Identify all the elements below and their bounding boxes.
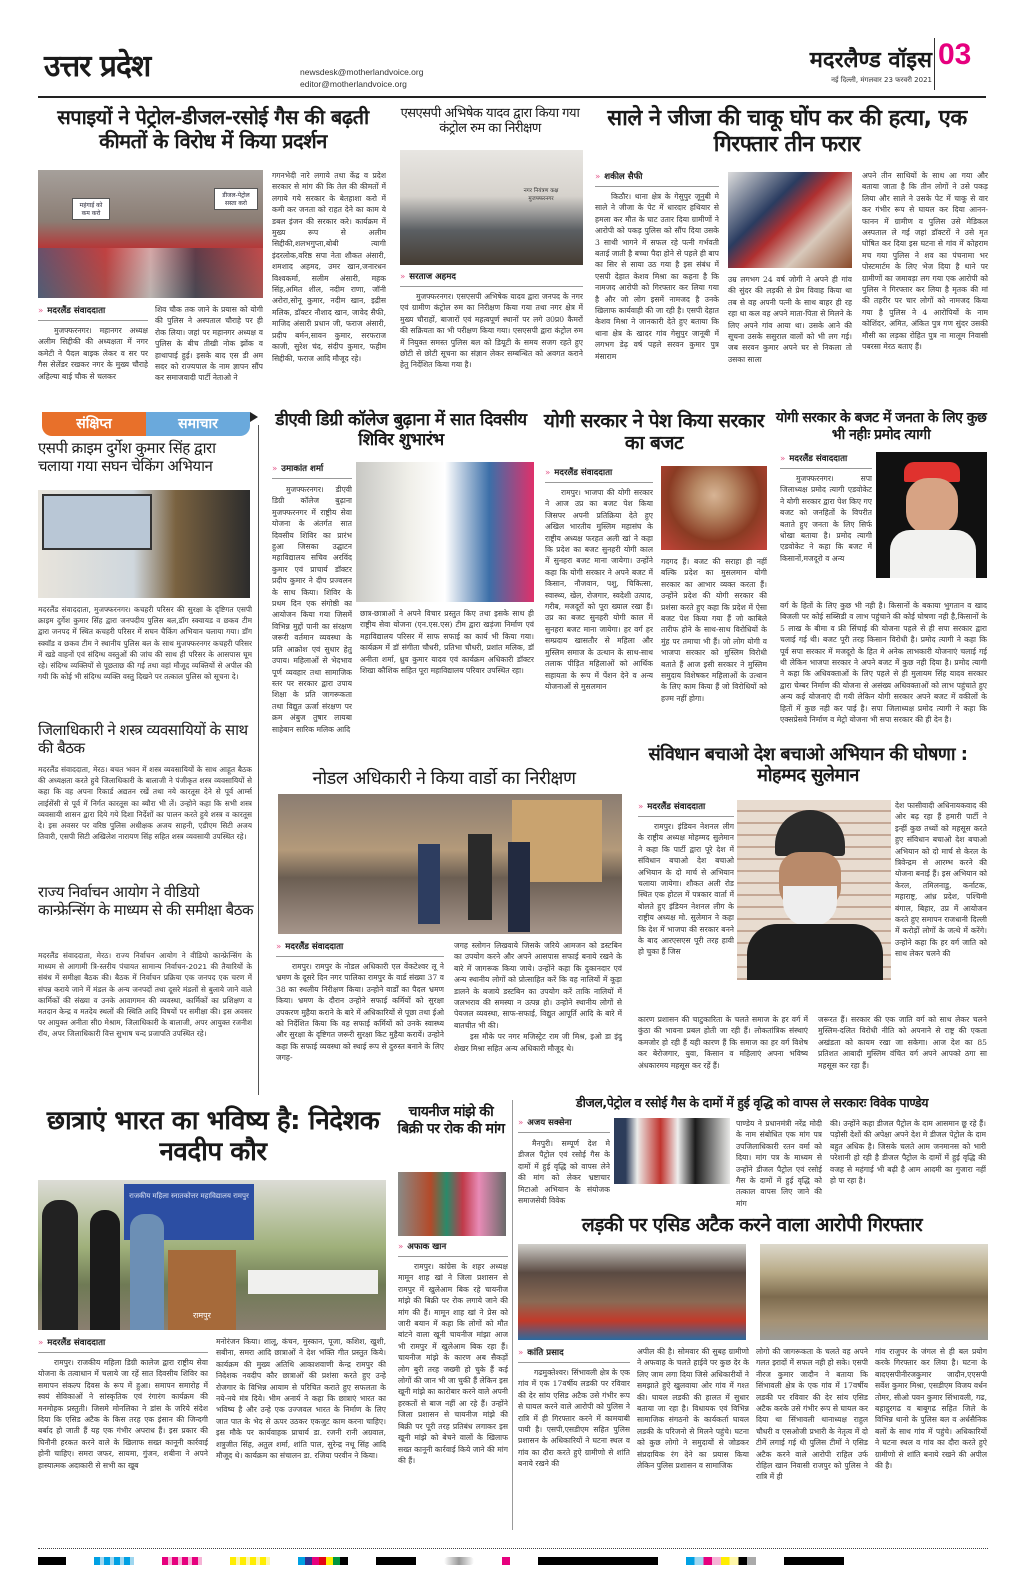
byline-murder: » शकील सैफी — [595, 170, 719, 187]
chevron-icon: » — [398, 1242, 404, 1252]
girls-col1 — [38, 1336, 208, 1471]
reg-cyan — [94, 1557, 134, 1565]
photo-manjha — [398, 1172, 506, 1236]
headline-budget: योगी सरकार ने पेश किया सरकार का बजट — [543, 410, 765, 455]
headline-girls: छात्राएं भारत का भविष्य है: निदेशक नवदीप कौर — [46, 1106, 380, 1167]
reg-yellow — [230, 1557, 270, 1565]
column-rule — [258, 425, 259, 1095]
byline-tyagi: » मदरलैंड संवाददाता — [780, 452, 872, 469]
pandey-body-1: मैनपुरी। सम्पूर्ण देश मे डीजल पैट्रोल एवं रसोई गैस के दामों में हुई वृद्धि को वापस लेने की मांग को लेकर भ्रष्टाचार मिटाओ अभियान के संयोजक समाजसेवी विवेक — [518, 1139, 610, 1206]
section-title: उत्तर प्रदेश — [44, 49, 151, 84]
acid-body-2: अपील की है। सोमवार की सुबह ग्रामीणो ने अफवाह के चलते हाईवे पर कुछ देर के लिए जाम लगा दिया जिसे अधिकारीयों ने समझाते हुऐ खुलवाया ओर गांव में गश्त की। घायल लडकी की हालत में सुधार बताया जा रहा है। विधायक एवं विभिन्न सामाजिक संगठनो के कार्यकर्ता घायल लडकी के परिजनो से मिलने पहुंचे। घटना को कुछ लोगो ने समुदायों से जोडकर संप्रदायिक रंग देने का प्रयास किया लेकिन पुलिस प्रशासन व सामाजिक — [637, 1347, 749, 1471]
girls-body-1: रामपुर। राजकीय महिला डिग्री कालेज द्वारा राष्ट्रीय सेवा योजना के तत्वाधान में चलाये जा रहें सात दिवसीय शिविर का समापन संकल्प दिवस के रूप में हुआ। समापन समारोह में स्वयं सेविकाओं ने सांस्कृतिक एवं रंगारंग कार्यक्रम की मनमोहक प्रस्तुती। जिसमे मोनलिका ने डांस के जरिये संदेश दिया कि एसिड अटैक के किस तरह एक इंसान की जिन्दगी बर्बाद हो जाती हैं यह एक गंभीर अपराध हैं। इस प्रकार की घिनौनी हरकत करने वाले के खिलाफ सख्त कानूनी कार्रवाई होनी चाहिए। समरा जफर, सायमा, गुंजन, शबीना ने अपने हास्यात्मक अदाकारी से सभी का खूब — [38, 1358, 208, 1470]
tyagi-body-2: वर्ग के हितों के लिए कुछ भी नही है। किसानों के बकाया भुगतान व खाद बिजली पर कोई सब्सिडी व लाभ पहुंचाने की कोई घोषणा नही है,किसानों के 5 लाख के बीमा व फ्री सिंचाई की योजना पहले से ही सपा सरकार द्वारा चलाई गई थी। बजट पूरी तरह किसान विरोधी है। प्रमोद त्यागी ने कहा कि पूर्व सपा सरकार में मजदूरो के हित मे अनेक लाभकारी योजनाएं चलाई गई थी लेकिन भाजपा सरकार ने अपने बजट में कुछ नही दिया है। प्रमोद त्यागी ने कहा कि अधिवक्ताओं के लिए पहले से ही मुलायम सिंह यादव सरकार द्वारा चेम्बर निर्माण की योजना से असंख्य अधिवक्ताओं को लाभ पहुंचाते हुए अन्य कई योजनाएं दी गयी लेकिन योगी सरकार अपने बजट में वकीलों के हितों में कुछ नही कर पाई है। सपा जिलाध्यक्ष प्रमोद त्यागी ने कहा कि एक्सप्रेसवे निर्माण व मेट्रो योजना भी सपा सरकार की ही देन है। — [780, 601, 987, 725]
acid-body-4: गांव राजुपर के जंगल से ही बल प्रयोग करके गिरफ्तार कर लिया है। घटना के बादएसपीनीरजकुमार जादौन,एएसपी सर्वेश कुमार मिश्रा, एसडीएम विजय वर्धन तोमर, सीओ पवन कुमार सिंभावली, गढ, बहादुरगढ व बाबूगढ सहित जिले के विभिन्न थानो के पुलिस बल व अर्धसैनिक बलों के साथ गांव में पहुंचे। अधिकारियों ने घटना स्थल व गांव का दौरा करते हुऐ ग्रामीणो से शांति बनाये रखने की अपील की है। — [875, 1347, 987, 1471]
election-body: मदरलैंड संवाददाता, मेरठ। राज्य निर्वाचन आयोग ने वीडियो कान्फ्रेन्सिंग के माध्यम से आगामी त्रि-स्तरीय पंचायत सामान्य निर्वाचन-2021 की तैयारियों के संबंध में समीक्षा बैठक की। बैठक में निर्वाचन प्रक्रिया एक जनपद एक चरण में संपन्न कराये जाने में मंडल के अन्य जनपदों तथा दूसरे मंडलों से बुलाये जाने वाले कार्मिकों की संख्या व उनके आवागमन की व्यवस्था, कार्मिकों का प्रशिक्षण व मतदान केन्द्र व मतदेय स्थलों की स्थिति आदि विषयों पर समीक्षा की। इस अवसर पर आयुक्त अनीता सी0 मेश्राम, जिलाधिकारी के बालाजी, अपर आयुक्त रजनीश रॉय, अपर जिलाधिकारी वित्त सुभाष चन्द प्रजापति उपस्थित रहे। — [38, 951, 252, 1039]
headline-manjha: चायनीज मांझे की बिक्री पर रोक की मांग — [397, 1104, 505, 1137]
checking-body: मदरलैंड संवाददाता, मुजफ्फरनगर। कचहरी परिसर की सुरक्षा के दृष्टिगत एसपी क्राइम दुर्गेश कुमार सिंह द्वारा जनपदीय पुलिस बल,डॉग स्क्वायड व छकव टीम द्वारा जनपद में स्थित कचहरी परिसर में सघन चैकिंग अभियान चलाया गया। डॉग स्क्वॉड व छकव टीम ने स्थानीय पुलिस बल के साथ मुजफ्फरनगर कचहरी परिसर में खडे वाहनों एवं संदिग्ध वस्तुओं की जांच की साथ ही परिसर के आसपास घूम रहे। संदिग्ध व्यक्तियों से पूछताछ की गई तथा वहां मौजूद व्यक्तियों से अपील की गयी कि कोई भी संदिग्ध व्यक्ति वस्तु दिखने पर तत्काल पुलिस को सूचना दे। — [38, 605, 252, 682]
photo-nodal — [278, 794, 622, 934]
byline-acid: » कांति प्रसाद — [518, 1346, 630, 1363]
byline-protest: » मदरलैंड संवाददाता — [38, 304, 148, 321]
photo-acid-1 — [518, 1244, 746, 1340]
headline-nodal: नोडल अधिकारी ने किया वार्डो का निरीक्षण — [312, 768, 576, 789]
nodal-col2 — [454, 940, 622, 1054]
nodal-body-3: इस मौके पर नगर मजिस्ट्रेट राम जी मिश्र, इओ डा इंदु शेखर मिश्रा सहित अन्य अधिकारी मौजूद थे। — [454, 1032, 622, 1053]
protest-body-1: मुजफ्फरनगर। महानगर अध्यक्ष अलीम सिद्दीकी की अध्यक्षता में नगर कमेटी ने पैदल बाइक लेकर व सर पर गैस सेलेंडर रखकर नगर के मुख्य चौराहे अहिल्या बाई चौक से चलकर — [38, 326, 148, 381]
chevron-icon: » — [400, 272, 406, 282]
headline-pandey: डीजल,पेट्रोल व रसोई गैस के दामों में हुई वृद्धि को वापस ले सरकारः विवेक पाण्डेय — [575, 1095, 929, 1110]
placard-1: महंगाई को कम करो — [72, 198, 110, 220]
photo-checking — [38, 490, 250, 598]
byline-pandey: » अजय सक्सेना — [518, 1116, 610, 1133]
dav-col1 — [272, 462, 352, 483]
reg-bar — [376, 1557, 416, 1565]
headline-dav: डीएवी डिग्री कॉलेज बुढ़ाना में सात दिवसीय शिविर शुभारंभ — [275, 410, 527, 451]
byline-manjha: » अफाक खान — [398, 1240, 508, 1257]
tyagi-col1 — [780, 452, 872, 564]
byline-dav: » उमाकांत शर्मा — [272, 462, 352, 479]
chevron-icon: » — [272, 464, 278, 474]
murder-body-2: उम्र लगभग 24 वर्ष जोगी ने अपने ही गांव की सुंदर की लड़की से प्रेम विवाह किया था तब से वह अपनी पत्नी के साथ बाहर ही रह रहा था कल वह अपने माता-पिता से मिलने के लिए अपने गांव आया था। उसके आने की सूचना उसके ससुराल वालों को भी लग गई। जब सरवन कुमार अपने घर से निकला तो उसका साला — [728, 275, 852, 364]
pandey-body-3: की। उन्होंने कहा डीजल पैट्रोल के दाम आसमान छू रहे हैं। पड़ोसी देशों की अपेक्षा अपने देश मे डीजल पेट्रोल के दाम बहुत अधिक है। जिसके चलते आम जनमानस को भारी परेशानी हो रही है डीजल पैट्रोल के दामों में हुई वृद्धि की वजह से महंगाई भी बढ़ी है आम आदमी का गुजारा नहीं हो पा रहा है। — [830, 1119, 986, 1186]
headline-samvidhan: संविधान बचाओ देश बचाओ अभियान की घोषणा : मोहम्मद सुलेमान — [648, 744, 968, 787]
girls-body-2: मनोरंजन किया। शालू, कंचन, मुस्कान, पूजा, कशिश, खुशी, सबीना, समरा आदि छात्राओं ने देश भक्ति गीत प्रस्तुत किये। कार्यक्रम की मुख्य अतिथि आकाशवाणी केन्द्र रामपुर की निदेशक नवदीप कौर छात्राओं की प्रशंसा करते हुए उन्हे रोजगार के विभिन्न आयाम से परिचित कराते हुए सफलता के नये-नये मंत्र दिये। भीम अनार्य ने कहा कि छात्राएं भारत का भविष्य है और उन्हे एक उज्जवल भारत के निर्माण के लिए जात पात के भेद से ऊपर उठकर एकजुट काम करना चाहिए। इस मौके पर कार्यवाहक प्राचार्य डा. रजनी रानी अग्रवाल, शत्रुजीत सिंह, अतुल शर्मा, शांति पाल, सुरेन्द्र नथू सिंह आदि मौजूद थे। कार्यक्रम का संचालन डा. रजिया परवीन ने किया। — [216, 1337, 386, 1461]
column-rule — [512, 1100, 513, 1530]
protest-col1 — [38, 304, 148, 382]
pandey-col1 — [518, 1116, 610, 1137]
byline-budget: » मदरलैंड संवाददाता — [545, 466, 653, 483]
manjha-body: रामपुर। कांग्रेस के शहर अध्यक्ष मामून शाह खां ने जिला प्रशासन से रामपुर में खुलेआम बिक रहे चायनीज मांझे की बिक्री पर रोक लगाये जाने की मांग की हैं। मामून शाह खां ने प्रेस को जारी बयान में कहा कि लोगों को मौत बांटने वाला खूनी चायनीज मांझा आज भी रामपुर में खुलेआम बिक रहा हैं। चायनीज मांझे के कारण अब सैकड़ों लोग बुरी तरह जख्मी हो चुके हैं कई लोगों की जान भी जा चुकी हैं लेकिन इस खूनी मांझे का कारोबार करने वाले अपनी हरकतों से बाज नहीं आ रहे हैं। उन्होंने जिला प्रशासन से चायनीज मांझे की बिक्री पर पूरी तरह प्रतिबंध लगाकर इस खूनी मांझे को बेचने वालों के खिलाफ सख्त कानूनी कार्रवाई किये जाने की मांग की हैं। — [398, 1262, 508, 1465]
headline-arms: जिलाधिकारी ने शस्त्र व्यवसायियों के साथ की बैठक — [38, 721, 248, 757]
headline-election: राज्य निर्वाचन आयोग ने वीडियो कान्फ्रेन्सिंग के माध्यम से की समीक्षा बैठक — [38, 883, 253, 919]
reg-process — [298, 1557, 348, 1565]
samvidhan-body-2: देश फासीवादी अधिनायकवाद की ओर बढ़ रहा हैं हमारी पार्टी ने इन्हीं कुछ तथ्यों को महसूस करते हुए संविधान बचाओ देश बचाओ अभियान को दो मार्च से केरल के त्रिवेन्द्रम से आरम्भ करने की योजना बनाई हैं। इस अभियान को केरल, तमिलनाडु, कर्नाटक, महाराष्ट्र, आंध्र प्रदेश, पश्चिमी बंगाल, बिहार, उप्र में आयोजन करते हुए समापन राजधानी दिल्ली में करोड़ों लोगों के जत्थे में करेंगे। उन्होने कहा कि हर वर्ग जाति को साथ लेकर चलने की — [895, 801, 987, 959]
reg-magenta-sq — [502, 1557, 510, 1565]
nodal-body-2: जगह स्लोगन लिखवाये जिसके जरिये आमजन को डस्टबिन का उपयोग करने और अपने आसपास सफाई बनाये रखने के बारे में जागरूक किया जाये। उन्होंने कहा कि दुकानदार एवं अन्य स्थानीय लोगों को प्रोत्साहित करें कि वह नालियों में कूड़ा डालने के बजाये डस्टबिन का उपयोग करें ताकि नालियों में जलभराव की समस्या न उत्पन्न हो। उन्होने स्थानीय लोगों से पेयजल व्यवस्था, साफ-सफाई, विद्युत आपूर्ति आदि के बारे में बातचीत भी की। — [454, 941, 622, 1030]
photo-tyagi — [876, 452, 987, 578]
headline-acid: लड़की पर एसिड अटैक करने वाला आरोपी गिरफ्तार — [581, 1214, 923, 1236]
byline-girls: » मदरलैंड संवाददाता — [38, 1336, 208, 1353]
photo-pandey — [614, 1118, 730, 1184]
masthead-rule — [38, 96, 986, 98]
control-room-sign: नगर नियंत्रण कक्ष मुजफ्फरनगर — [523, 188, 559, 202]
samvidhan-body-3: कारण प्रशासन की चाटुकारिता के चलते समाज के हर वर्ग में कुंठा की भावना प्रबल होती जा रही हैं। लोकतांत्रिक संस्थाएं कमजोर हो रही हैं यही कारण हैं कि समाज का हर वर्ग विशेष कर बेरोजगार, युवा, किसान व महिलाएं अपना भविष्य अंधकारमय महसूस कर रहें हैं। — [638, 1015, 808, 1070]
headline-checking: एसपी क्राइम दुर्गेश कुमार सिंह द्वारा चलाया गया सघन चेकिंग अभियान — [38, 439, 216, 475]
brief-news-banner — [42, 412, 250, 436]
budget-body-1: रामपुर। भाजपा की योगी सरकार ने आज उप्र का बजट पेश किया जिसपर अपनी प्रतिक्रिया देते हुए अखिल भारतीय मुस्लिम महासंघ के राष्ट्रीय अध्यक्ष फरहत अली खां ने कहा कि प्रदेश का बजट सुनहरी योगी काल में सुनहरा बजट माना जायेगा। उन्होंने कहा कि योगी सरकार ने अपने बजट में किसान, नौजवान, पशु, चिकित्सा, स्वास्थ्य, खेल, रोजगार, स्वदेशी उत्पाद, गरीब, मजदूरों को पूरा ख्याल रखा हैं। उप्र का बजट सुनहरी योगी काल में सुनहरा बजट माना जायेगा। हर वर्ग हर सम्प्रदाय खासतौर से महिला और मुस्लिम समाज के उत्थान के साथ-साथ तलाक पीड़ित महिलाओं को आर्थिक सहायता के रूप में पेंशन देने व अन्य योजनाओं से मुसलमान — [545, 488, 653, 691]
contact-emails — [300, 66, 423, 90]
reg-bar — [38, 1557, 66, 1565]
nodal-col1 — [276, 940, 444, 1064]
ssp-col — [400, 270, 583, 371]
headline-murder: साले ने जीजा की चाकू घोंप कर की हत्या, एक गिरफ्तार तीन फरार — [607, 106, 967, 157]
byline-samvidhan: » मदरलैंड संवाददाता — [638, 800, 734, 817]
headline-protest: सपाइयों ने पेट्रोल-डीजल-रसोई गैस की बढ़ती कीमतों के विरोध में किया प्रदर्शन — [57, 105, 369, 153]
photo-samvidhan — [737, 800, 891, 980]
chevron-icon: » — [780, 454, 786, 464]
chevron-icon: » — [276, 942, 282, 952]
nodal-body-1: रामपुर। रामपुर के नोडल अधिकारी एल वेंकटेश्वर लू ने भ्रमण के दूसरे दिन नगर पालिका रामपुर के वार्ड संख्या 37 व 38 का स्थलीय निरीक्षण किया। उन्होने वार्डों का पैदल भ्रमण किया। भ्रमण के दौरान उन्होने सफाई कर्मियों को सुरक्षा उपकरण मुहैया कराने के बारे में अधिकारियों से पूछा तथा ईओ को निर्देशित किया कि वह सफाई कर्मियों को उनके स्वास्थ्य और सुरक्षा के दृष्टिगत जरूरी सुरक्षा किट मुहैया करायें। उन्होने कहा कि सफाई व्यवस्था को स्थाई रूप से दुरुस्त बनाने के लिए जगह- — [276, 962, 444, 1063]
arms-body: मदरलैंड संवाददाता, मेरठ। बचत भवन में शस्त्र व्यवसायियों के साथ आहूत बैठक की अध्यक्षता करते हुये जिलाधिकारी के बालाजी ने पंजीकृत शस्त्र व्यवसायियों से कहा कि वह अपना रिकार्ड अद्यतन रखें तथा नये कारतूस देने से पूर्व आर्म्स लाईसेंसी से पूर्व में निर्गत कारतूस का ब्यौरा भी लें। उन्होने कहा कि सभी शस्त्र व्यवसायी शासन द्वारा दिये गये दिशा निर्देशों का पालन करते हुये शस्त्र व कारतूस दे। इस अवसर पर वरिष्ठ पुलिस अधीक्षक अजय साहनी, एडीएम सिटी अजय तिवारी, एसपी सिटी अखिलेश नारायण सिंह सहित शस्त्र व्यवसायी उपस्थित रहे। — [38, 765, 252, 842]
chevron-icon: » — [518, 1348, 524, 1358]
reg-gradient — [444, 1557, 474, 1565]
pandey-body-2: पाण्डेय ने प्रधानमंत्री नरेंद्र मोदी के नाम संबोधित एक मांग पत्र उपजिलाधिकारी रतन वर्मा को दिया। मांग पत्र के माध्यम से उन्होंने डीजल पैट्रोल एवं रसोई गैस के दामों में हुई वृद्धि को तत्काल वापस लिए जाने की मांग — [736, 1119, 822, 1208]
dav-body-1: मुजफ्फरनगर। डीएवी डिग्री कॉलेज बुढ़ाना मुजफ्फरनगर में राष्ट्रीय सेवा योजना के अंतर्गत सात दिवसीय शिविर का प्रारंभ हुआ जिसका उद्घाटन महाविद्यालय सचिव अरविंद कुमार एवं प्राचार्य डॉक्टर प्रदीप कुमार ने दीप प्रज्वलन के साथ किया। शिविर के प्रथम दिन एक संगोष्ठी का आयोजन किया गया जिसमें विभिन्न मुद्दों पानी का संरक्षण जरूरी वर्तमान व्यवस्था के प्रति आक्रोश एवं सुधार हेतु उपाय। महिलाओं से भेदभाव पूर्ण व्यवहार तथा सामाजिक स्तर पर सरकार द्वारा उपाय शिक्षा के प्रति जागरूकता तथा विद्युत ऊर्जा संरक्षण पर क्रम अंबुज तुषार लायबा साहेबान सारिक मलिक आदि — [272, 485, 352, 734]
photo-acid-2 — [760, 1244, 988, 1340]
email-editor[interactable]: editor@motherlandvoice.org — [300, 79, 407, 89]
chevron-icon: » — [38, 306, 44, 316]
headline-tyagi: योगी सरकार के बजट में जनता के लिए कुछ भी नहीः प्रमोद त्यागी — [775, 410, 987, 443]
manjha-col — [398, 1240, 508, 1466]
reg-bar — [784, 1557, 844, 1565]
acid-body-3: लोगो की जागरूकता के चलते वह अपने गलत इरादों में सफल नही हो सके। एसपी नीरज कुमार जादौन ने बताया कि सिंभावली क्षेत्र के एक गांव में 17वर्षीय लडकी पर रविवार की देर सांय एसिड अटैक करके उसे गंभीर रूप से घायल कर दिया था सिंभावली थानाध्यक्ष राहुल चौधरी व एसओजी प्रभारी के नेतृत्व में दो टीमें लगाई गई थी पुलिस टीमों ने एसिड अटैक करने वाले आरोपी राहिल उर्फ रोहिल खान निवासी राजपुर को पुलिस ने रात्रि में ही — [756, 1347, 868, 1482]
photo-ssp — [400, 150, 583, 265]
tyagi-body-1: मुजफ्फरनगर। सपा जिलाध्यक्ष प्रमोद त्यागी एडवोकेट ने योगी सरकार द्वारा पेश किए गए बजट को जनहितों के विपरीत बताते हुए जनता के लिए सिर्फ धोखा बताया है। प्रमोद त्यागी एडवोकेट ने कहा कि बजट में किसानों,मजदूरो व अन्य — [780, 474, 872, 563]
murder-col1 — [595, 170, 719, 362]
banner-flag-icon — [250, 412, 258, 422]
masthead-divider — [934, 38, 935, 90]
banner-part2: समाचार — [146, 412, 250, 436]
ssp-body: मुजफ्फरनगर। एसएसपी अभिषेक यादव द्वारा जनपद के नगर एवं ग्रामीण कंट्रोल रुम का निरीक्षण किया गया तथा नगर क्षेत्र में मुख्य चौराहों, बाजारों एवं महत्वपूर्ण स्थानों पर लगे उ0प्र0 कैमरों की सक्रियता का भी परीक्षण किया गया। एसएसपी द्वारा कंट्रोल रुम में नियुक्त समस्त पुलिस बल को डियूटी के समय सजग रहते हुए छोटी से छोटी सूचना का संज्ञान लेकर सम्बन्धित को अवगत कराने हेतु निर्देशित किया गया है। — [400, 292, 583, 370]
dav-body-2: छात्र-छात्राओं ने अपने विचार प्रस्तुत किए तथा इसके साथ ही राष्ट्रीय सेवा योजना (एन.एस.एस) टीम द्वारा खड़ंजा निर्माण एवं महाविद्यालय परिसर में साफ सफाई का कार्य भी किया गया। कार्यक्रम में डॉ संगीता चौधरी, प्रतिभा चौधरी, प्रशांत मलिक, डॉ अनीता शर्मा, ध्रुव कुमार यादव एवं कार्यक्रम अधिकारी डॉक्टर शिखा कौशिक सहित पूरा महाविद्यालय परिवार उपस्थित रहा। — [360, 609, 534, 676]
acid-body-1: गढमुक्तेश्वर। सिंभावली क्षेत्र के एक गांव में एक 17वर्षीय लडकी पर रविवार की देर सांय एसिड अटैक उसे गंभीर रूप से घायल करने वाले आरोपी को पुलिस ने रात्रि में ही गिरफ्तार करने में कामयाबी पायी है। एसपी,एसडीएम सहित पुलिस प्रशासन के अधिकारियों ने घटना स्थल व गांव का दौरा करते हुऐ ग्रामीणो से शांति बनाये रखने की — [518, 1368, 630, 1469]
page-number: 03 — [938, 38, 972, 71]
chevron-icon: » — [638, 802, 644, 812]
murder-body-1: किठौर। थाना क्षेत्र के गेसुपुर जूनुबी मे साले ने जीजा के पेट में धारदार हथियार से हमला कर मौत के घाट उतार दिया ग्रामीणों ने आरोपी को पकड़ पुलिस को सौंप दिया उसके 3 साथी भागने में सफल रहे पत्नी गर्भवती बताई जाती है बच्चा पैदा होने से पहले ही बाप का सिर से साया उठ गया है इस संबंध में एसपी देहात केशव मिश्रा का कहना है कि नामजद आरोपी को गिरफ्तार कर लिया गया है और जो लोग इसमें नामजद है उनके खिलाफ कार्यवाही की जा रही है। एसपी देहात केशव मिश्रा ने जानकारी देते हुए बताया कि थाना क्षेत्र के खादर गांव गेसुपुर जानूबी में लगभग डेढ़ वर्ष पहले सरवन कुमार पुत्र मंसाराम — [595, 192, 719, 361]
protest-body-2: शिव चौक तक जाने के प्रयास को योगी की पुलिस ने अस्पताल चौराहे पर ही रोक लिया। जहां पर महानगर अध्यक्ष व पुलिस के बीच तीखी नोक झोंक व हाथापाई हुई। इसके बाद एस डी अम सदर को राज्यपाल के नाम ज्ञापन सौंप कर समाजवादी पार्टी नेताओ ने — [155, 305, 263, 383]
budget-col1 — [545, 466, 653, 692]
footer-dotted-rule — [38, 1548, 988, 1549]
photo-protest — [38, 170, 263, 298]
samvidhan-body-1: रामपुर। इंडियन नेशनल लीग के राष्ट्रीय अध्यक्ष मोहम्मद सुलेमान ने कहा कि पार्टी द्वारा पूरे देश में संविधान बचाओ देश बचाओ अभियान के दो मार्च से अभियान चलाया जायेगा। शौकत अली रोड स्थित एक होटल में पत्रकार वार्ता में बोलते हुए इंडियन नेशनल लीग के राष्ट्रीय अध्यक्ष मो. सुलेमान ने कहा कि देश में भाजपा की सरकार बनने के बाद आरएसएस पूरी तरह हावी हो चुका हैं जिस — [638, 822, 734, 957]
chevron-icon: » — [38, 1338, 44, 1348]
headline-ssp: एसएसपी अभिषेक यादव द्वारा किया गया कंट्रोल रुम का निरीक्षण — [400, 106, 580, 137]
reg-bar-long — [538, 1557, 658, 1565]
photo-budget — [661, 466, 767, 550]
byline-nodal: » मदरलैंड संवाददाता — [276, 940, 444, 957]
samvidhan-col1 — [638, 800, 734, 958]
budget-body-2: गदगद हैं। बजट की सराहा ही नहीं बल्कि प्रदेश का मुसलमान योगी सरकार का आभार व्यक्त करता हैं। उन्होंने प्रदेश की योगी सरकार की प्रशंसा करते हुए कहा कि प्रदेश में ऐसा बजट पेश किया गया हैं जो काबिले तारीफ होने के साथ-साथ विरोधियों के मुंह पर तमाचा भी हैं। जो लोग योगी व भाजपा सरकार को मुस्लिम विरोधी बताते हैं आज इसी सरकार ने मुस्लिम समुदाय विशेषकर महिलाओं के उत्थान के लिए काम किया हैं जो विरोधियों को हज्म नहीं होगा। — [661, 557, 767, 703]
college-banner: राजकीय महिला स्नातकोत्तर महाविद्यालय रामपुर — [124, 1184, 254, 1240]
photo-girls — [38, 1180, 386, 1330]
banner-part1: संक्षिप्त — [42, 412, 146, 436]
reg-magenta — [162, 1557, 202, 1565]
paper-name: मदरलैण्ड वॉइस — [809, 48, 932, 73]
chevron-icon: » — [595, 172, 601, 182]
dateline: नई दिल्ली, मंगलवार 23 फरवरी 2021 — [831, 76, 932, 84]
protest-body-3: गगनभेदी नारे लगाये तथा केंद्र व प्रदेश सरकार से मांग की कि तेल की कीमतों में लगाये गये सरकार के बेतहाशा करो में कमी कर जनता को राहत देने का काम ये डबल इंजन की सरकार करे। कार्यक्रम में मुख्य रूप से अलीम सिद्दीकी,शलभगुप्ता,बोबी त्यागी इंदरलोक,वरिष्ठ सपा नेता शौकत अंसारी, शमशाद अहमद, उमर खान,जनारधन विश्वकर्मा, सलीम अंसारी, महक सिंह,अमित शील, नदीम राणा, जॉनी अरोरा,सोनू कुमार, नदीम खान, इद्रीस मलिक, डॉक्टर नौशाद खान, जावेद सैफी, माजिद अंसारी प्रधान जी, फराज अंसारी, प्रदीप बर्मन,सावन कुमार, सरफराज काजी, सुरेश चंद, संदीप कुमार, फहीम सिद्दीकी, फराज आदि मौजूद रहे। — [272, 171, 386, 363]
byline-ssp: » सरताज अहमद — [400, 270, 583, 287]
placard-2: डीजल-पेट्रोल सस्ता करो — [214, 188, 258, 210]
reg-process-2 — [686, 1557, 756, 1565]
murder-body-3: अपने तीन साथियों के साथ आ गया और बताया जाता है कि तीन लोगों ने उसे पकड़ लिया और साले ने उसके पेट में चाकू से वार कर गंभीर रूप से घायल कर दिया आनन-फानन में ग्रामीण व पुलिस उसे मेडिकल अस्पताल ले गई जहां डॉक्टरों ने उसे मृत घोषित कर दिया इस घटना से गांव में कोहराम मच गया पुलिस ने शव का पंचनामा भर पोस्टमार्टम के लिए भेज दिया है थाने पर ग्रामीणों का जमावड़ा लग गया एक आरोपी को पुलिस ने गिरफ्तार कर लिया है मृतक की मां की तहरीर पर चार लोगों को नामजद किया गया है पुलिस ने 4 आरोपियों के नाम कोशिंदर, अमित, अंकित पुत्र गण सुंदर उसकी मौसी का लड़का रोहित पुत्र ना मालूम निवासी पबरसा मेरठ बताए हैं। — [862, 171, 988, 352]
chevron-icon: » — [545, 468, 551, 478]
registration-marks — [38, 1556, 988, 1566]
email-newsdesk[interactable]: newsdesk@motherlandvoice.org — [300, 67, 424, 77]
chevron-icon: » — [518, 1118, 524, 1128]
podium: रामपुर — [168, 1250, 236, 1330]
photo-dav — [356, 462, 534, 602]
samvidhan-body-4: जरूरत हैं। सरकार की एक जाति वर्ग को साथ लेकर चलने मुस्लिम-दलित विरोधी नीति को अपनाने से राष्ट्र की एकता अखंडता को कायम रखा जा सकेगा। आज देश का 85 प्रतिशत आबादी मुस्लिम वंचित वर्ग अपने आपको ठगा सा महसूस कर रहा हैं। — [818, 1015, 987, 1070]
acid-col1 — [518, 1346, 630, 1470]
photo-murder — [728, 172, 852, 268]
